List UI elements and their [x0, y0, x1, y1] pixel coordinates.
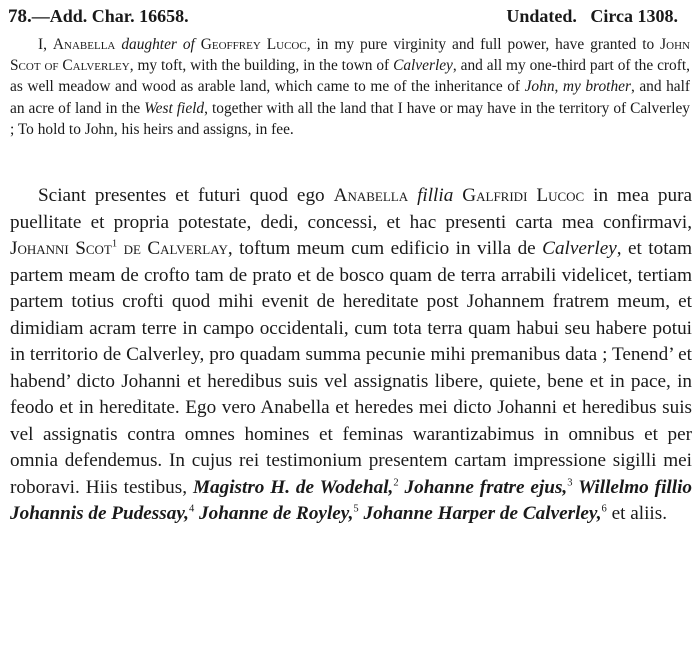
- latin-text: , et totam partem meam de crofto tam de prato et de bosco quam de terra arrabili videlicet, tertiam partem totius crofti quod mihi evenit de hereditate post Johannem fratrem meum, et dimidiam acram terre in campo occidentali, cum tota terra quam habui seu habere potui in territorio de Calverley, pro quadam summa pecunie mihi premanibus data ; Tenend’ et habend’ dicto Johanni et heredibus suis vel assignatis libere, quiete, bene et in pace, in feodo et in hereditate. Ego vero Anabella et heredes mei dicto Johanni et heredibus suis vel assignatis contra omnes homines et feminas warantizabimus in omnibus et per omnia defendemus. In cujus rei testimonium presentem cartam impressione sigilli mei roboravi. Hiis testibus,: [10, 238, 692, 498]
- father-name: Geoffrey Lucoc: [200, 36, 307, 53]
- witness-name: Johanne Harper de Calverley,: [358, 503, 602, 524]
- latin-paragraph: [10, 183, 692, 528]
- grantee-name: Johanni Scot: [10, 238, 112, 259]
- place-name: Calverley: [542, 238, 617, 259]
- charter-number: 78.: [8, 6, 32, 27]
- summary-paragraph: [10, 34, 690, 140]
- witness-name: Willelmo fillio Johannis de Pudessay,: [10, 476, 692, 524]
- grantor-name: Anabella: [52, 36, 116, 53]
- summary-text: ,: [554, 78, 563, 96]
- footnote-marker: 1: [111, 238, 118, 250]
- footnote-marker: 5: [353, 503, 359, 515]
- father-name: Galfridi Lucoc: [462, 185, 585, 206]
- charter-source: —Add. Char. 16658.: [31, 6, 189, 26]
- footnote-marker: 3: [567, 477, 573, 489]
- grantor-name: Anabella: [333, 185, 409, 206]
- summary-italic: John: [524, 78, 555, 96]
- english-summary: [10, 34, 690, 140]
- latin-charter-text: [10, 183, 692, 528]
- summary-italic: West field: [144, 99, 205, 117]
- footnote-marker: 2: [393, 477, 399, 489]
- latin-text: [453, 185, 462, 206]
- witness-name: Magistro H. de Wodehal,: [192, 476, 394, 498]
- footnote-marker: 6: [601, 503, 607, 515]
- summary-text: , together with all the land that I have or may have in the territory of Calverley ; To hold to John, his heirs and assigns, in fee.: [10, 99, 690, 138]
- summary-text: , and half an acre of land in the: [10, 78, 691, 117]
- witness-name: Johanne fratre ejus,: [398, 476, 568, 498]
- latin-text: , toftum meum cum edificio in villa de: [227, 238, 543, 259]
- latin-text: et aliis.: [606, 503, 668, 524]
- summary-text: I,: [38, 36, 53, 53]
- summary-text: , my toft, with the building, in the town of: [129, 57, 394, 75]
- grantee-place: de Calverlay: [123, 238, 228, 259]
- grantee-name: John Scot of Calverley: [10, 36, 690, 75]
- latin-text: Sciant presentes et futuri quod ego: [38, 185, 334, 206]
- summary-text: , in my pure virginity and full power, have granted to: [306, 36, 661, 53]
- charter-header: [8, 6, 692, 30]
- witness-name: Johanne de Royley,: [194, 503, 354, 524]
- summary-italic: my brother: [562, 78, 631, 96]
- place-name: Calverley: [393, 57, 453, 75]
- charter-reference: [8, 6, 189, 28]
- charter-date: Undated. Circa 1308.: [506, 6, 678, 26]
- summary-text: , and all my one-third part of the croft, as well meadow and wood as arable land, which came to me of the inheritance of: [10, 57, 691, 96]
- latin-text: [408, 185, 417, 206]
- latin-italic: fillia: [417, 185, 454, 206]
- summary-italic: daughter of: [121, 36, 195, 53]
- latin-text: in mea pura puellitate et propria potestate, dedi, concessi, et hac presenti carta mea confirmavi,: [10, 185, 693, 233]
- footnote-marker: 4: [188, 503, 195, 515]
